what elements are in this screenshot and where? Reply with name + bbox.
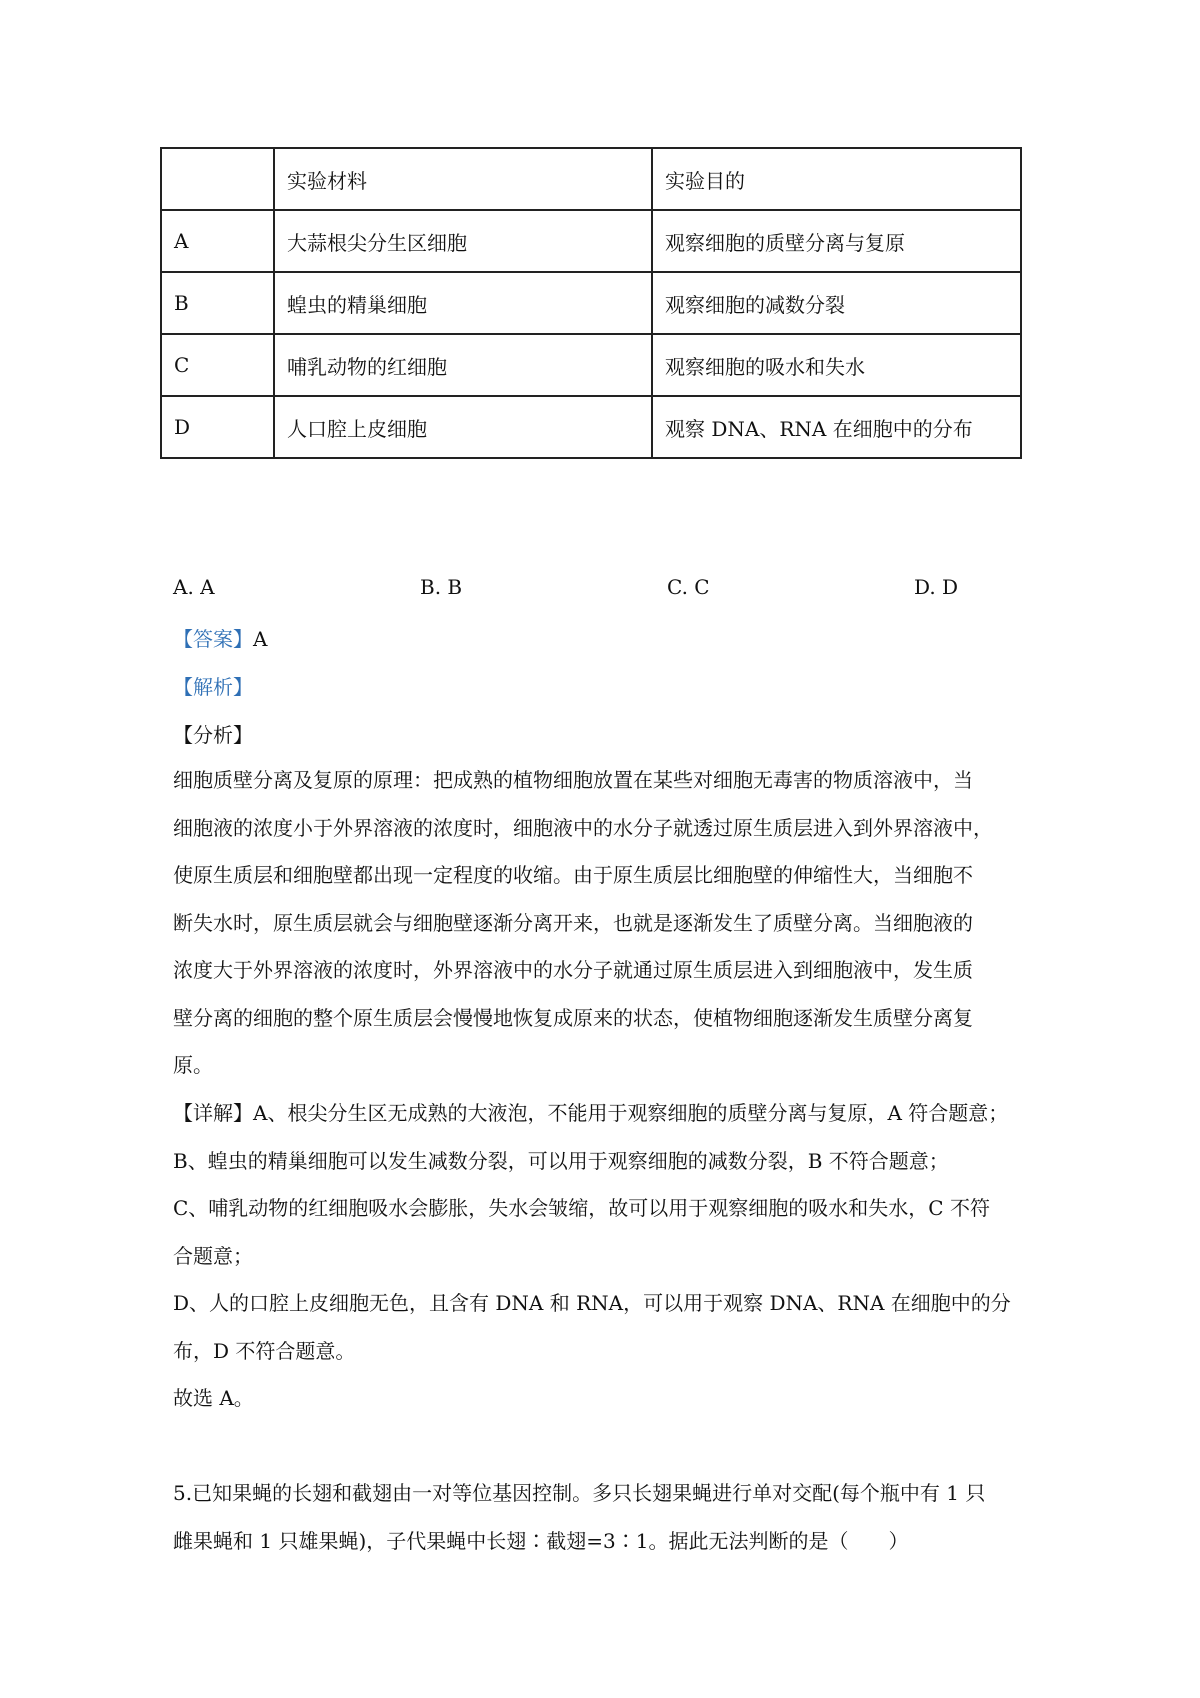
paragraph-line: 断失水时，原生质层就会与细胞壁逐渐分离开来，也就是逐渐发生了质壁分离。当细胞液的 (173, 910, 973, 935)
experiment-table (160, 147, 1022, 459)
table-cell: D (161, 396, 274, 458)
table-cell: 哺乳动物的红细胞 (274, 334, 652, 396)
paragraph-line: D、人的口腔上皮细胞无色，且含有 DNA 和 RNA，可以用于观察 DNA、RNA 在细胞中的分 (173, 1291, 1011, 1315)
paragraph-line: 原。 (173, 1053, 213, 1077)
table-header-cell: 实验目的 (652, 148, 1021, 210)
table-cell: 观察细胞的减数分裂 (652, 272, 1021, 334)
option-d: D. D (914, 575, 959, 599)
paragraph-line: C、哺乳动物的红细胞吸水会膨胀，失水会皱缩，故可以用于观察细胞的吸水和失水，C 不符 (173, 1196, 990, 1220)
table-row (161, 272, 1021, 334)
paragraph-line: 细胞液的浓度小于外界溶液的浓度时，细胞液中的水分子就透过原生质层进入到外界溶液中， (173, 815, 993, 840)
answer-value: A (253, 627, 268, 651)
table-row (161, 334, 1021, 396)
table-cell: 观察细胞的质壁分离与复原 (652, 210, 1021, 272)
question-line: 雌果蝇和 1 只雄果蝇)，子代果蝇中长翅∶截翅=3∶1。据此无法判断的是（ ） (173, 1528, 909, 1553)
paragraph-line: B、蝗虫的精巢细胞可以发生减数分裂，可以用于观察细胞的减数分裂，B 不符合题意； (173, 1148, 949, 1173)
paragraph-line: 使原生质层和细胞壁都出现一定程度的收缩。由于原生质层比细胞壁的伸缩性大，当细胞不 (173, 863, 973, 887)
table-cell: 观察细胞的吸水和失水 (652, 334, 1021, 396)
table-header-cell: 实验材料 (274, 148, 652, 210)
option-c: C. C (667, 575, 710, 599)
table-row (161, 396, 1021, 458)
table-cell: 观察 DNA、RNA 在细胞中的分布 (652, 396, 1021, 458)
table-header-cell (161, 148, 274, 210)
question-line: 5.已知果蝇的长翅和截翅由一对等位基因控制。多只长翅果蝇进行单对交配(每个瓶中有 1 只 (173, 1481, 986, 1505)
paragraph-line: 细胞质壁分离及复原的原理：把成熟的植物细胞放置在某些对细胞无毒害的物质溶液中，当 (173, 768, 973, 792)
answer-options (173, 575, 1033, 605)
analysis-label: 【解析】 (173, 675, 253, 699)
paragraph-line: 布，D 不符合题意。 (173, 1338, 356, 1363)
option-a: A. A (173, 575, 215, 599)
table-row (161, 210, 1021, 272)
table-cell: 蝗虫的精巢细胞 (274, 272, 652, 334)
detail-paragraph (173, 1090, 1037, 1423)
question-5 (173, 1470, 1037, 1565)
paragraph-line: 【详解】A、根尖分生区无成熟的大液泡，不能用于观察细胞的质壁分离与复原，A 符合题意； (173, 1101, 1009, 1125)
paragraph-line: 故选 A。 (173, 1386, 254, 1410)
paragraph-line: 浓度大于外界溶液的浓度时，外界溶液中的水分子就通过原生质层进入到细胞液中，发生质 (173, 958, 973, 982)
table-cell: 人口腔上皮细胞 (274, 396, 652, 458)
table-header-row (161, 148, 1021, 210)
table-cell: C (161, 334, 274, 396)
fenxi-label: 【分析】 (173, 723, 253, 747)
answer-line (173, 623, 267, 652)
analysis-paragraph (173, 757, 1037, 1090)
paragraph-line: 合题意； (173, 1243, 253, 1268)
paragraph-line: 壁分离的细胞的整个原生质层会慢慢地恢复成原来的状态，使植物细胞逐渐发生质壁分离复 (173, 1005, 973, 1030)
answer-label: 【答案】 (173, 627, 253, 651)
table-cell: A (161, 210, 274, 272)
table-cell: 大蒜根尖分生区细胞 (274, 210, 652, 272)
table-cell: B (161, 272, 274, 334)
option-b: B. B (420, 575, 463, 599)
